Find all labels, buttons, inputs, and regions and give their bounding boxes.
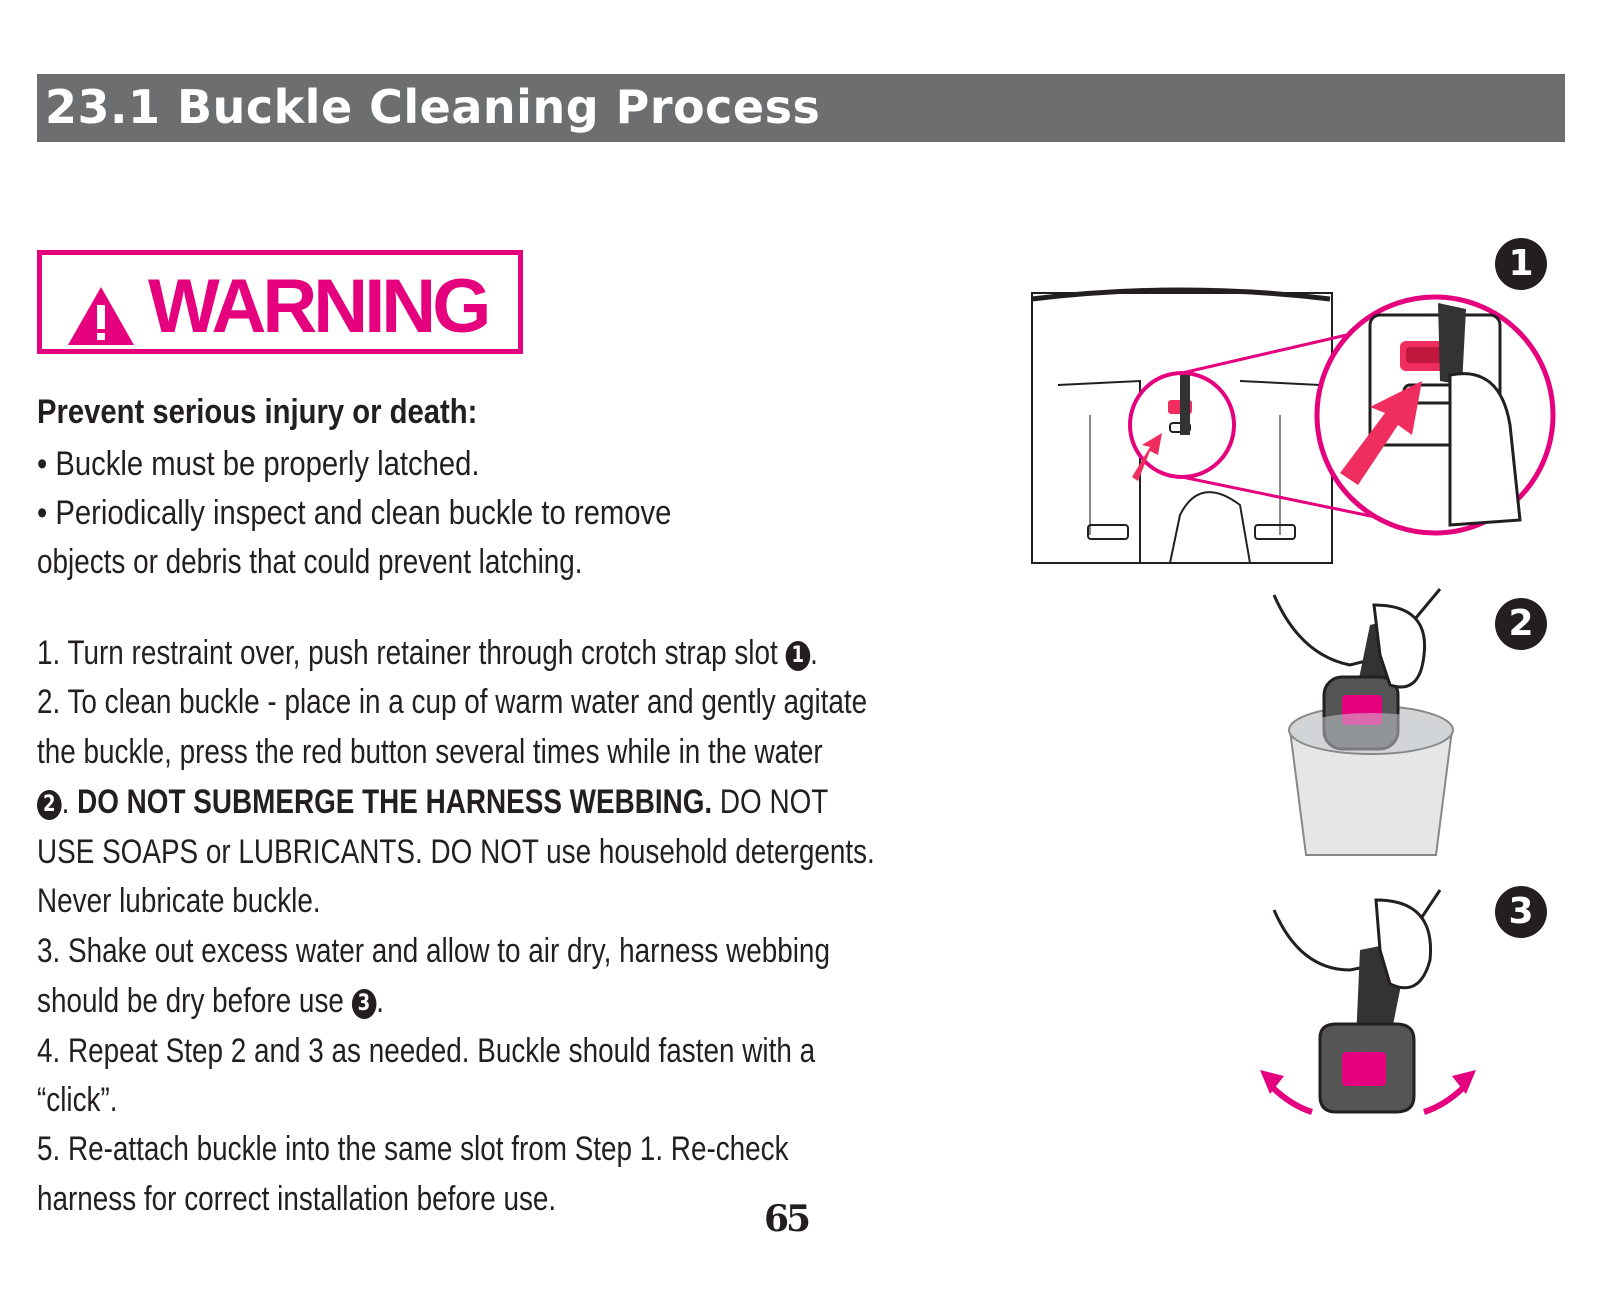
warning-bullet-1: • Buckle must be properly latched.	[37, 445, 480, 483]
warning-bullet-2: • Periodically inspect and clean buckle to remove	[37, 494, 672, 532]
section-title: 23.1 Buckle Cleaning Process	[45, 80, 821, 134]
step-marker-1: 1	[785, 641, 810, 671]
step-3-text: should be dry before use	[37, 982, 352, 1020]
illustration-badge-1: 1	[1495, 238, 1547, 290]
step-2-line-2: the buckle, press the red button several times while in the water	[37, 733, 823, 771]
warning-bullet-continuation: objects or debris that could prevent latching.	[37, 543, 583, 581]
warning-heading: Prevent serious injury or death:	[37, 393, 478, 431]
step-3-line-2	[37, 982, 384, 1021]
warning-triangle-icon	[66, 285, 136, 347]
step-2-line-3	[37, 783, 828, 822]
step-1-end: .	[810, 634, 818, 672]
step-1-text: 1. Turn restraint over, push retainer through crotch strap slot	[37, 634, 786, 672]
step-2-line-3-rest: DO NOT	[712, 783, 829, 821]
step-2-line-4: USE SOAPS or LUBRICANTS. DO NOT use household detergents.	[37, 833, 875, 871]
illustration-badge-2: 2	[1495, 598, 1547, 650]
step-2-dot: .	[61, 783, 78, 821]
step-5-line-2: harness for correct installation before use.	[37, 1180, 557, 1218]
warning-box	[37, 250, 523, 354]
step-marker-2: 2	[37, 790, 62, 820]
step-3-end: .	[376, 982, 384, 1020]
step-marker-3: 3	[352, 989, 377, 1019]
warning-label: WARNING	[148, 264, 488, 349]
section-header	[37, 74, 1565, 142]
step-1	[37, 634, 818, 673]
shake-buckle-illustration	[1260, 880, 1500, 1125]
restraint-back-illustration	[1030, 285, 1570, 565]
step-2-bold-warning: DO NOT SUBMERGE THE HARNESS WEBBING.	[77, 783, 713, 821]
step-5-line-1: 5. Re-attach buckle into the same slot from Step 1. Re-check	[37, 1130, 789, 1168]
page-number: 65	[764, 1198, 809, 1240]
step-4-line-2: “click”.	[37, 1081, 118, 1119]
illustration-badge-3: 3	[1495, 886, 1547, 938]
step-3-line-1: 3. Shake out excess water and allow to air dry, harness webbing	[37, 932, 830, 970]
step-2-line-1: 2. To clean buckle - place in a cup of warm water and gently agitate	[37, 683, 868, 721]
step-4-line-1: 4. Repeat Step 2 and 3 as needed. Buckle should fasten with a	[37, 1032, 816, 1070]
buckle-in-water-illustration	[1260, 585, 1490, 860]
step-2-line-5: Never lubricate buckle.	[37, 882, 321, 920]
